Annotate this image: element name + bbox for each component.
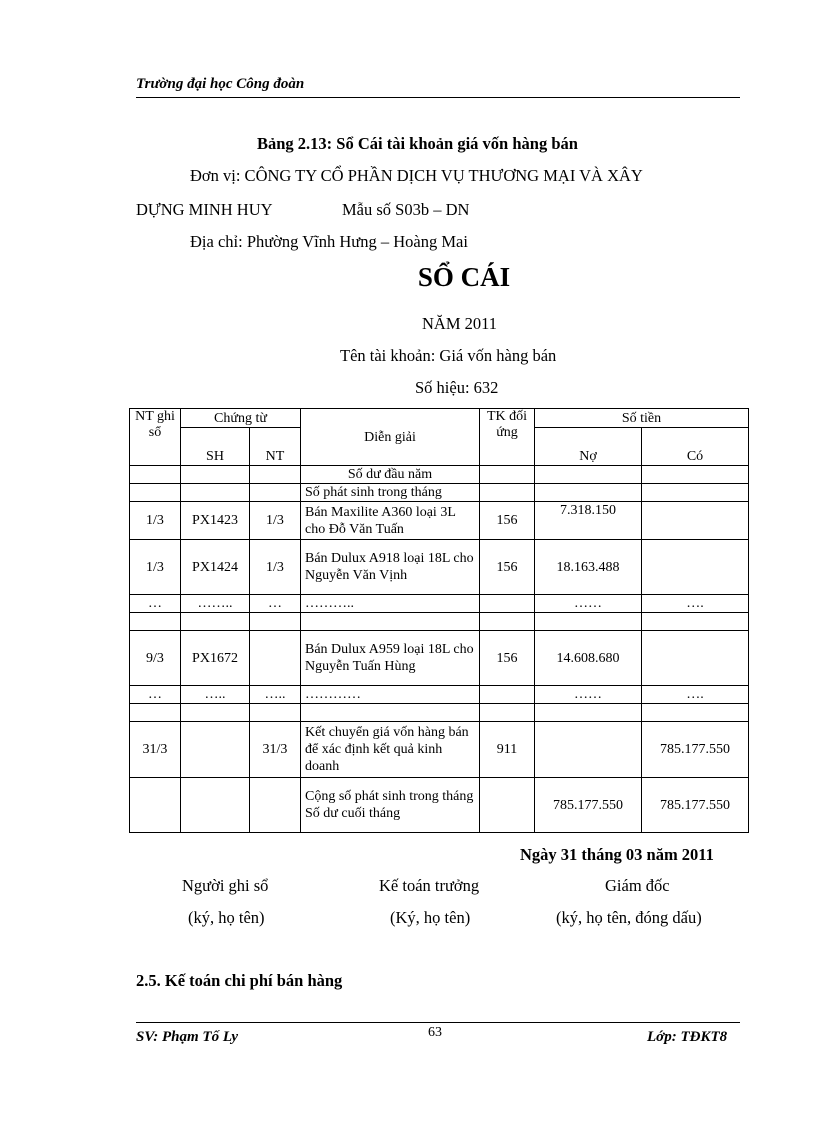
footer-student: SV: Phạm Tố Ly [136, 1029, 239, 1045]
director-sign: (ký, họ tên, đóng dấu) [556, 908, 702, 927]
table-row: … …….. … ……….. …… …. [130, 595, 749, 613]
address: Địa chỉ: Phường Vĩnh Hưng – Hoàng Mai [190, 232, 468, 251]
section-heading: 2.5. Kế toán chi phí bán hàng [136, 971, 343, 990]
table-row [130, 704, 749, 722]
chief-accountant-sign: (Ký, họ tên) [390, 908, 471, 927]
table-row: … ….. ….. ………… …… …. [130, 686, 749, 704]
sign-date: Ngày 31 tháng 03 năm 2011 [520, 845, 714, 864]
header-so-tien: Số tiền [535, 409, 749, 428]
header-school: Trường đại học Công đoàn [136, 76, 305, 92]
recorder-sign: (ký, họ tên) [188, 908, 265, 927]
header-chung-tu: Chứng từ [181, 409, 301, 428]
header-no: Nợ [535, 428, 642, 466]
year: NĂM 2011 [422, 314, 498, 333]
header-rule [136, 97, 740, 98]
table-row [130, 613, 749, 631]
table-row: 9/3 PX1672 Bán Dulux A959 loại 18L cho Nguyễn Tuấn Hùng 156 14.608.680 [130, 631, 749, 686]
table-caption: Bảng 2.13: Sổ Cái tài khoản giá vốn hàng bán [257, 134, 578, 153]
chief-accountant-title: Kế toán trưởng [379, 876, 480, 895]
table-row: 31/3 31/3 Kết chuyển giá vốn hàng bán để xác định kết quả kinh doanh 911 785.177.550 [130, 722, 749, 778]
recorder-title: Người ghi sổ [182, 876, 269, 895]
account-name: Tên tài khoản: Giá vốn hàng bán [340, 346, 557, 365]
page-number: 63 [428, 1025, 442, 1040]
unit-line-1: Đơn vị: CÔNG TY CỔ PHẦN DỊCH VỤ THƯƠNG MẠI VÀ XÂY [190, 166, 643, 185]
table-row: 1/3 PX1423 1/3 Bán Maxilite A360 loại 3L cho Đỗ Văn Tuấn 156 7.318.150 [130, 502, 749, 540]
table-row: Số phát sinh trong tháng [130, 484, 749, 502]
ledger-table [129, 408, 749, 833]
header-co: Có [642, 428, 749, 466]
footer-rule [136, 1022, 740, 1023]
header-sh: SH [181, 428, 250, 466]
table-row: Số dư đầu năm [130, 466, 749, 484]
header-tk-doi-ung: TK đối ứng [480, 409, 535, 466]
director-title: Giám đốc [605, 876, 670, 895]
page-title: SỔ CÁI [417, 262, 511, 292]
account-number: Số hiệu: 632 [415, 378, 499, 397]
header-nt-ghi-so: NT ghi sổ [130, 409, 181, 466]
header-dien-giai: Diễn giải [301, 409, 480, 466]
table-row-total: Cộng số phát sinh trong tháng Số dư cuối tháng 785.177.550 785.177.550 [130, 778, 749, 833]
header-nt: NT [250, 428, 301, 466]
form-number: Mẫu số S03b – DN [342, 200, 470, 219]
footer-class: Lớp: TĐKT8 [647, 1029, 728, 1045]
unit-line-2: DỰNG MINH HUY [136, 200, 273, 219]
table-row: 1/3 PX1424 1/3 Bán Dulux A918 loại 18L cho Nguyễn Văn Vịnh 156 18.163.488 [130, 540, 749, 595]
